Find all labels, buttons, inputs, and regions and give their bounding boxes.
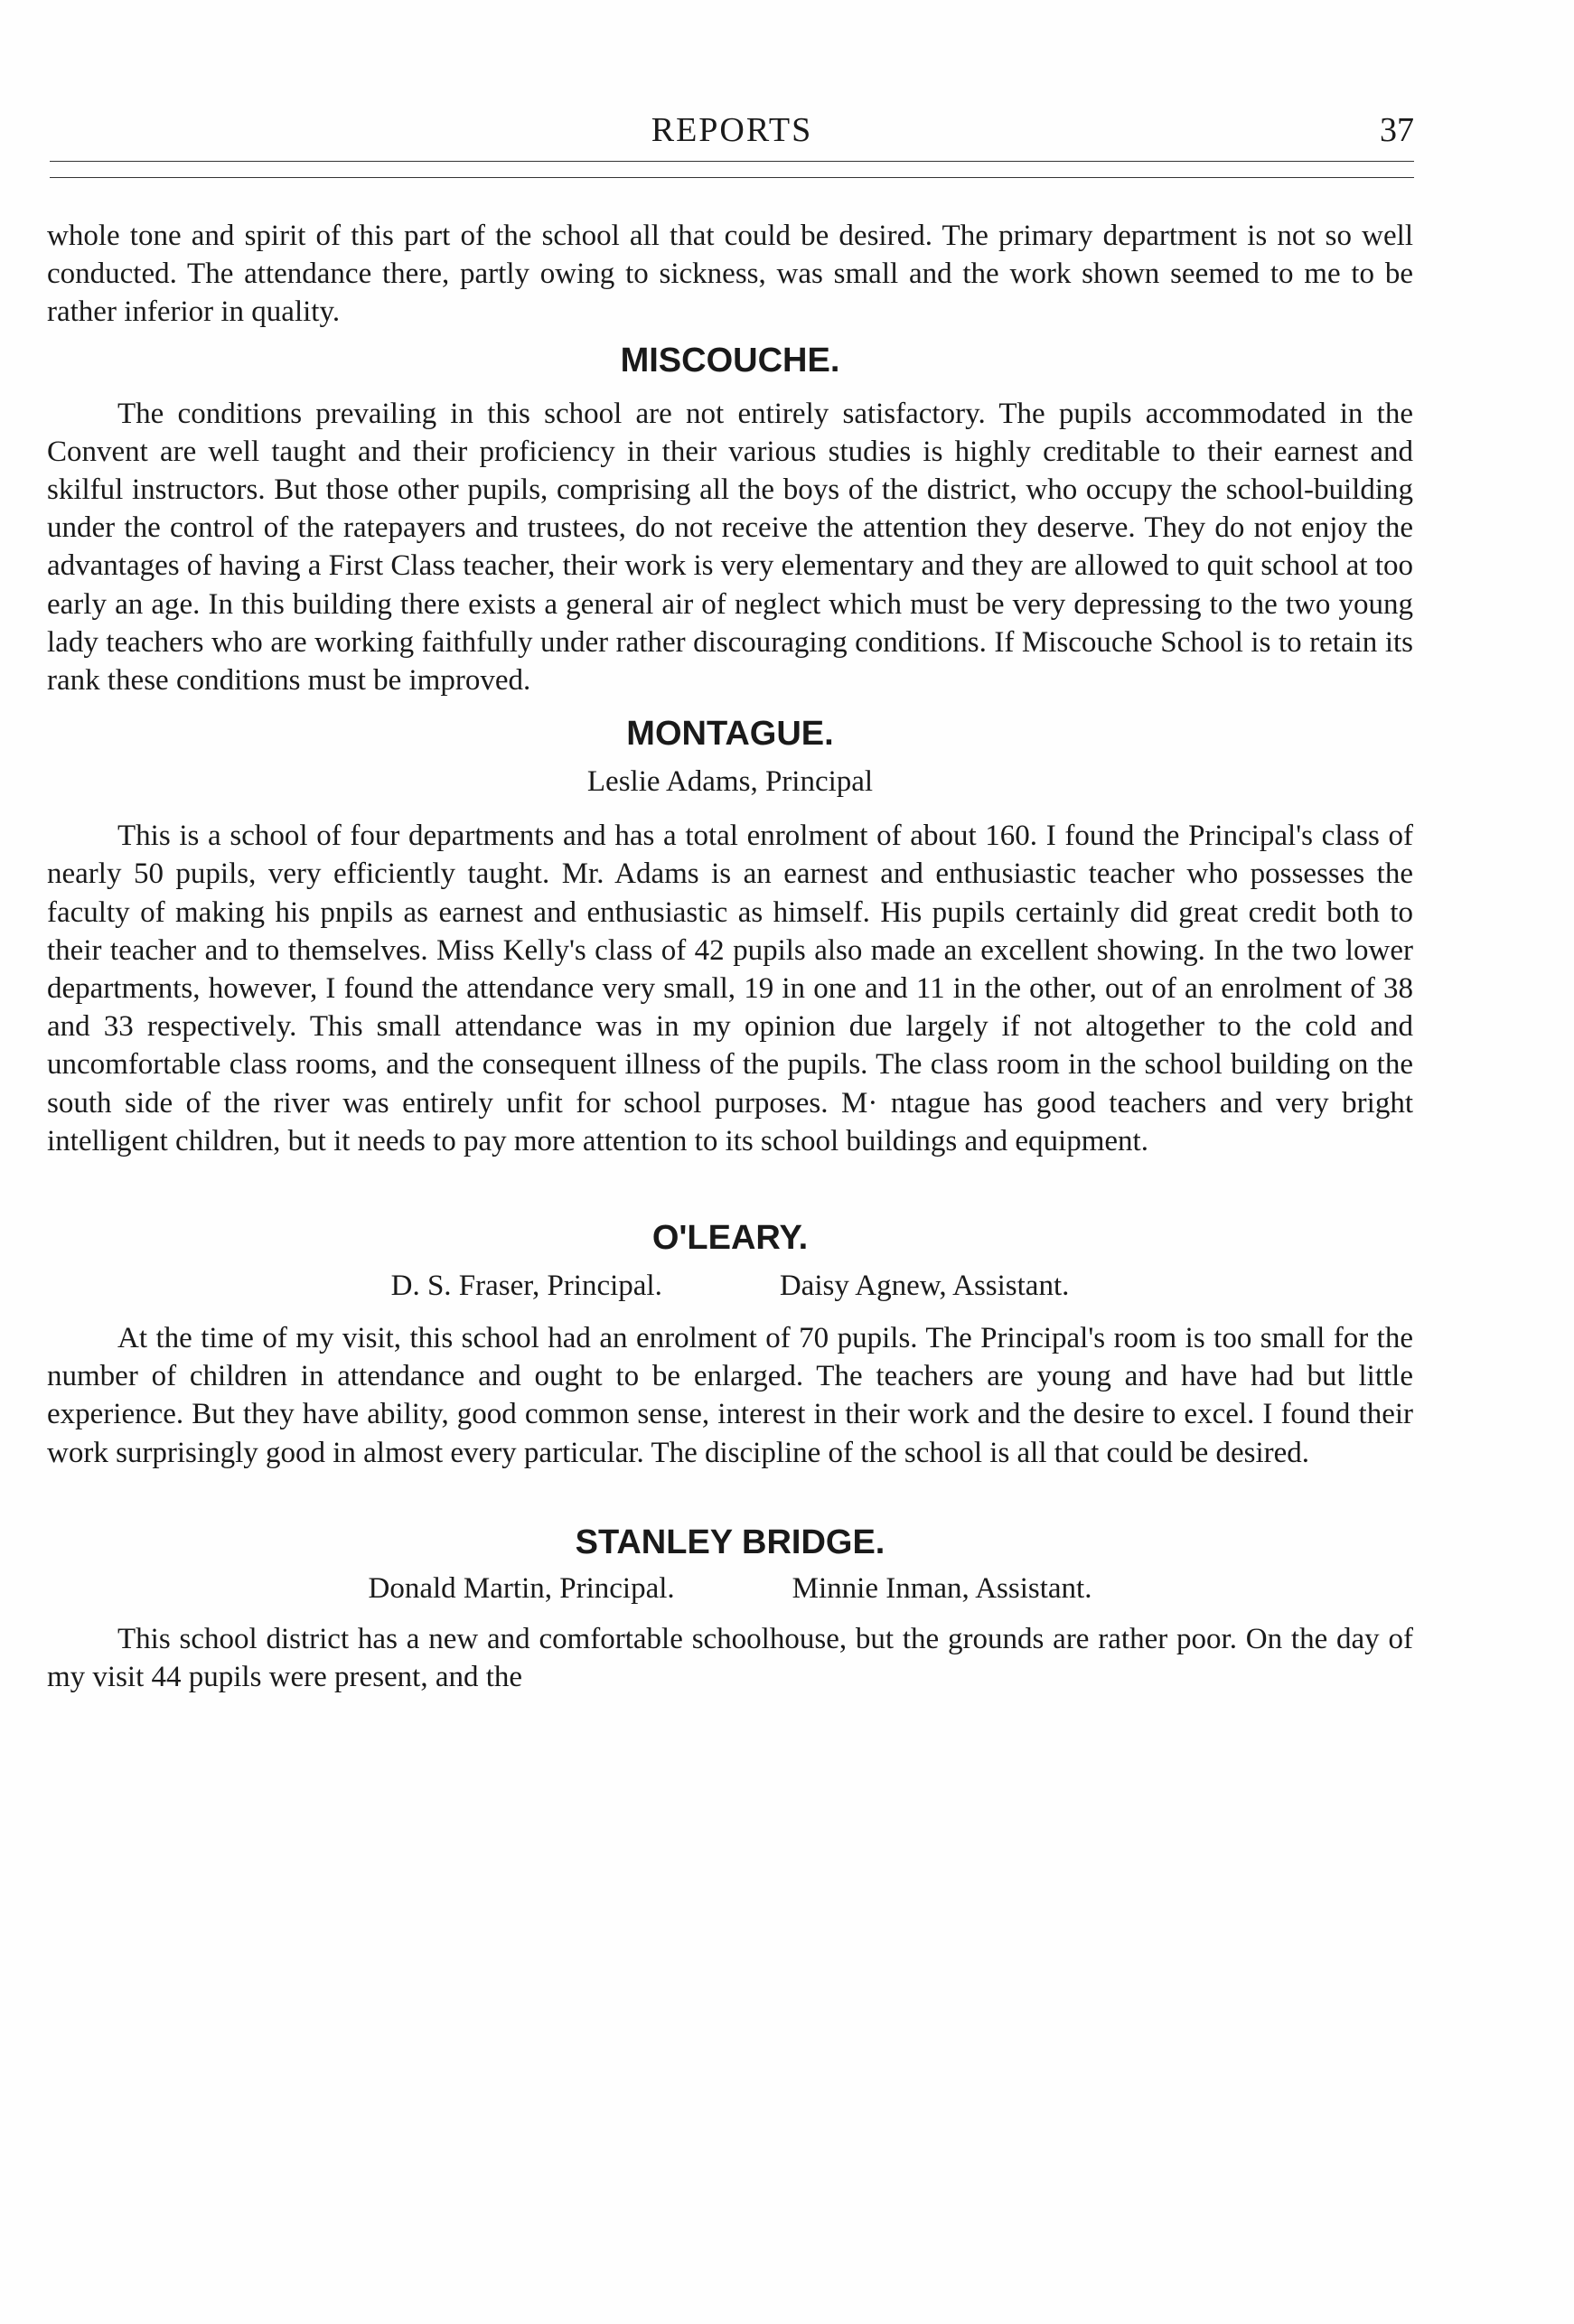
stanley-bridge-paragraph: This school district has a new and comfortable schoolhouse, but the grounds are rather poor. On the day of my visit 44 pupils were present, and the (47, 1622, 1413, 1694)
stanley-bridge-staff-line (47, 1570, 1413, 1607)
stanley-bridge-principal: Donald Martin, Principal. (368, 1571, 675, 1605)
oleary-principal: D. S. Fraser, Principal. (390, 1270, 662, 1303)
running-title: REPORTS (651, 111, 813, 149)
continued-paragraph: whole tone and spirit of this part of the school all that could be desired. The primary department is not so well conducted. The attendance there, partly owing to sickness, was small and the work shown seemed to me to be rather inferior in quality. (47, 220, 1413, 329)
stanley-bridge-assistant: Minnie Inman, Assistant. (792, 1571, 1092, 1605)
header-rule-bottom (50, 177, 1414, 178)
miscouche-paragraph: The conditions prevailing in this school are not entirely satisfactory. The pupils accommodated in the Convent are well taught and their proficiency in their various studies is highly creditable to their earnest and skilful instructors. But those other pupils, comprising all the boys of the district, who occupy the school-building under the control of the ratepayers and trustees, do not receive the attention they deserve. They do not enjoy the advantages of having a First Class teacher, their work is very elementary and they are allowed to quit school at too early an age. In this building there exists a general air of neglect which must be very depressing to the two young lady teachers who are working faithfully under rather discouraging conditions. If Miscouche School is to retain its rank these conditions must be improved. (47, 397, 1413, 698)
montague-staff-line: Leslie Adams, Principal (586, 765, 874, 799)
section-heading-oleary: O'LEARY. (651, 1219, 809, 1258)
running-header (50, 107, 1414, 161)
montague-paragraph: This is a school of four departments and has a total enrolment of about 160. I found the Principal's class of nearly 50 pupils, very efficiently taught. Mr. Adams is an earnest and enthusiastic teacher who possesses the faculty of making his pnpils as earnest and enthusiastic as himself. His pupils certainly did great credit both to their teacher and to themselves. Miss Kelly's class of 42 pupils also made an excellent showing. In the two lower departments, however, I found the attendance very small, 19 in one and 11 in the other, out of an enrolment of 38 and 33 respectively. This small attendance was in my opinion due largely if not altogether to the cold and uncomfortable class rooms, and the consequent illness of the pupils. The class room in the school building on the south side of the river was entirely unfit for school purposes. M· ntague has good teachers and very bright intelligent children, but it needs to pay more attention to its school buildings and equipment. (47, 820, 1413, 1157)
oleary-assistant: Daisy Agnew, Assistant. (779, 1270, 1070, 1303)
oleary-staff-line (47, 1267, 1413, 1305)
section-heading-montague: MONTAGUE. (626, 715, 834, 754)
section-heading-stanley-bridge: STANLEY BRIDGE. (575, 1523, 885, 1561)
section-heading-miscouche: MISCOUCHE. (620, 341, 840, 380)
page-body (47, 217, 1413, 1696)
header-rule-top (50, 161, 1414, 162)
page-number: 37 (1380, 111, 1414, 149)
oleary-paragraph: At the time of my visit, this school had an enrolment of 70 pupils. The Principal's room is too small for the number of children in attendance and ought to be enlarged. The teachers are young and have had but little experience. But they have ability, good common sense, interest in their work and the desire to excel. I found their work surprisingly good in almost every particular. The discipline of the school is all that could be desired. (47, 1322, 1413, 1469)
